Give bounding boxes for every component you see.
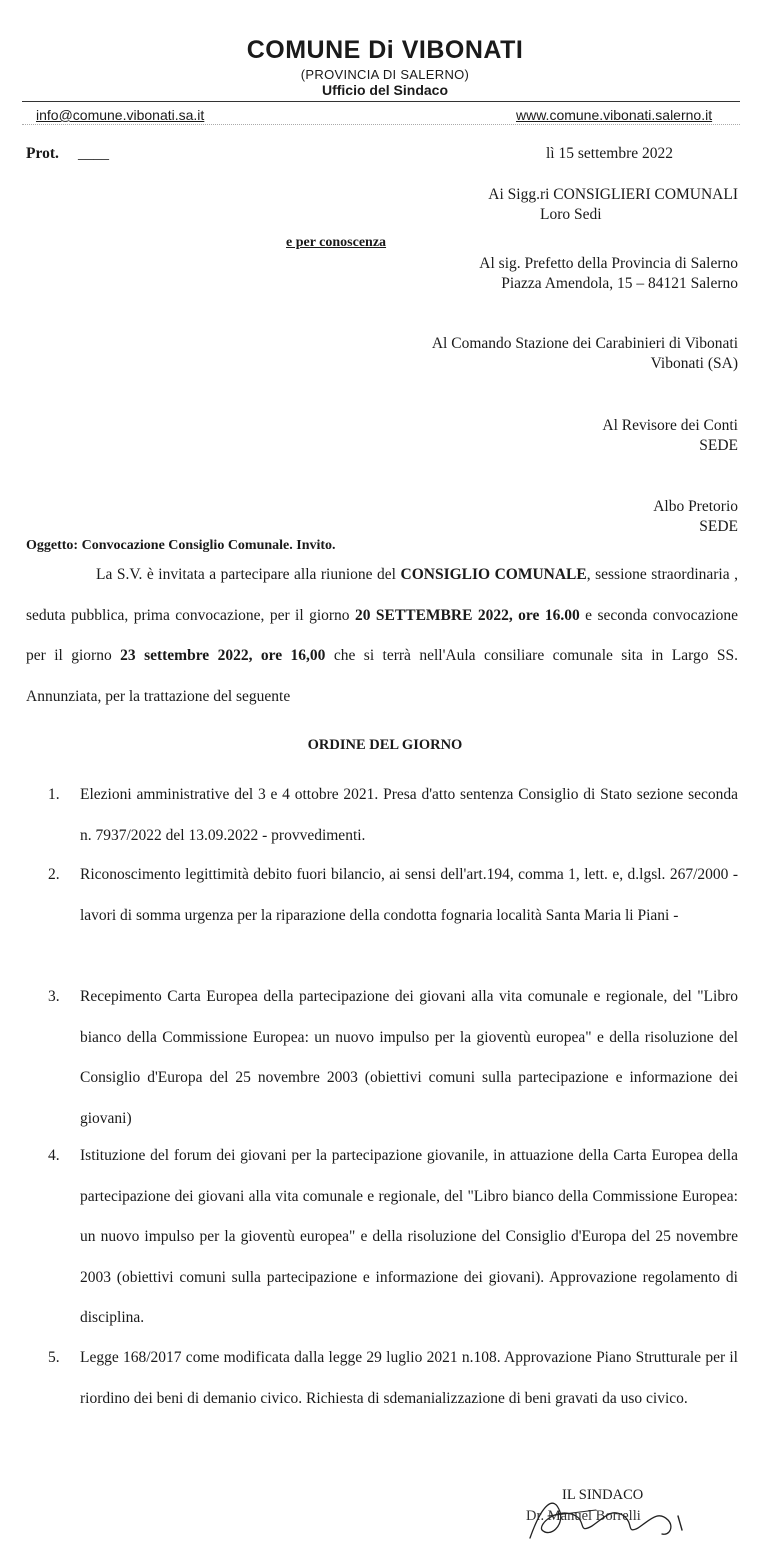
intro-text-4: che si terrà nell'Aula consiliare comunale sita in Largo SS. Annunziata, per la trattazione del seguente <box>26 647 738 705</box>
recipient-revisore-location: SEDE <box>699 437 738 454</box>
agenda-heading: ORDINE DEL GIORNO <box>307 737 463 753</box>
agenda-item-text: Riconoscimento legittimità debito fuori bilancio, ai sensi dell'art.194, comma 1, lett. e, d.lgsl. 267/2000 - lavori di somma urgenza per la riparazione della condotta fognaria località Santa Maria li Piani - <box>80 866 738 924</box>
agenda-item <box>26 977 738 1139</box>
agenda-item-text: Recepimento Carta Europea della partecipazione dei giovani alla vita comunale e regionale, del "Libro bianco della Commissione Europea: un nuovo impulso per la gioventù europea" e della risoluzione del Consiglio d'Europa del 25 novembre 2003 (obiettivi comuni sulla partecipazione e informazione dei giovani) <box>80 988 738 1127</box>
protocol-label: Prot. <box>26 145 59 162</box>
first-session-date: 20 SETTEMBRE 2022, ore 16.00 <box>355 606 580 624</box>
office-name: Ufficio del Sindaco <box>321 82 448 98</box>
document-date: lì 15 settembre 2022 <box>546 145 673 162</box>
agenda-item-number: 3. <box>48 988 60 1005</box>
municipality-title: COMUNE Di VIBONATI <box>246 36 524 64</box>
cc-label: e per conoscenza <box>286 235 387 250</box>
website-link[interactable]: www.comune.vibonati.salerno.it <box>516 107 713 123</box>
agenda-item-number: 4. <box>48 1147 60 1164</box>
recipient-revisore: Al Revisore dei Conti <box>602 417 738 434</box>
subject-line <box>26 538 336 554</box>
header-divider <box>22 101 740 102</box>
agenda-item-number: 2. <box>48 866 60 883</box>
handwritten-signature <box>520 1486 690 1546</box>
agenda-item <box>26 855 738 936</box>
agenda-item-number: 1. <box>48 786 60 803</box>
recipient-carabinieri-location: Vibonati (SA) <box>650 355 738 372</box>
agenda-item-text: Elezioni amministrative del 3 e 4 ottobre 2021. Presa d'atto sentenza Consiglio di Stato sezione seconda n. 7937/2022 del 13.09.2022 - provvedimenti. <box>80 786 738 844</box>
recipient-councillors: Ai Sigg.ri CONSIGLIERI COMUNALI <box>488 186 738 203</box>
convocation-paragraph <box>26 555 738 717</box>
header-underline <box>22 124 740 125</box>
intro-text-1: La S.V. è invitata a partecipare alla riunione del <box>96 566 401 583</box>
signatory-role: IL SINDACO <box>562 1487 644 1503</box>
recipient-albo: Albo Pretorio <box>653 498 738 515</box>
subject-label: Oggetto: <box>26 538 79 553</box>
recipient-councillors-location: Loro Sedi <box>540 206 602 223</box>
agenda-item-number: 5. <box>48 1349 60 1366</box>
signatory-name: Dr. Manuel Borrelli <box>526 1508 641 1524</box>
protocol-number: ____ <box>78 145 109 162</box>
subject-text: Convocazione Consiglio Comunale. Invito. <box>81 538 336 553</box>
intro-text-2: , sessione straordinaria , seduta pubblica, prima convocazione, per il giorno <box>26 566 738 624</box>
agenda-item-text: Istituzione del forum dei giovani per la partecipazione giovanile, in attuazione della Carta Europea della partecipazione dei giovani alla vita comunale e regionale, del "Libro bianco della Commissione Europea: un nuovo impulso per la gioventù europea" e della risoluzione del Consiglio d'Europa del 25 novembre 2003 (obiettivi comuni sulla partecipazione e informazione dei giovani). Approvazione regolamento di disciplina. <box>80 1147 738 1326</box>
agenda-item <box>26 775 738 856</box>
recipient-prefetto: Al sig. Prefetto della Provincia di Salerno <box>479 255 738 272</box>
recipient-albo-location: SEDE <box>699 518 738 535</box>
intro-text-3: e seconda convocazione per il giorno <box>26 606 739 664</box>
agenda-item <box>26 1136 738 1339</box>
recipient-prefetto-address: Piazza Amendola, 15 – 84121 Salerno <box>501 275 738 292</box>
agenda-item <box>26 1338 738 1419</box>
email-link[interactable]: info@comune.vibonati.sa.it <box>36 107 205 123</box>
council-name: CONSIGLIO COMUNALE <box>400 566 587 583</box>
second-session-date: 23 settembre 2022, ore 16,00 <box>120 647 326 664</box>
agenda-item-text: Legge 168/2017 come modificata dalla legge 29 luglio 2021 n.108. Approvazione Piano Strutturale per il riordino dei beni di demanio civico. Richiesta di sdemanializzazione di beni gravati da uso civico. <box>80 1349 738 1407</box>
province-subtitle: (PROVINCIA DI SALERNO) <box>300 67 470 82</box>
recipient-carabinieri: Al Comando Stazione dei Carabinieri di Vibonati <box>431 335 738 352</box>
